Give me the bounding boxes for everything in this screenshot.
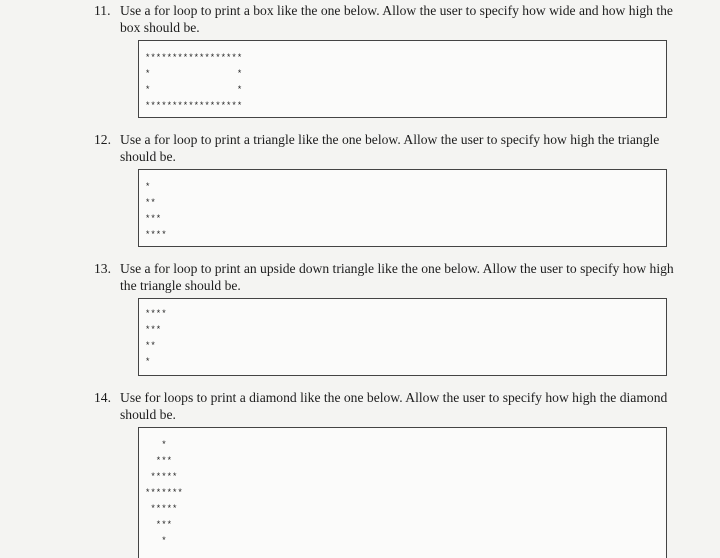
pattern-row: ******* (145, 488, 183, 498)
exercise-13-output-box (138, 298, 667, 376)
exercise-12-number: 12. (94, 132, 111, 147)
exercise-12 (94, 131, 674, 240)
exercise-11-number: 11. (94, 3, 111, 18)
triangle-pattern (145, 182, 177, 242)
exercise-14-number: 14. (94, 390, 111, 405)
pattern-row: ****************** (145, 53, 243, 63)
pattern-row: *** (145, 214, 162, 224)
pattern-row: ****************** (145, 101, 243, 111)
pattern-row: * (145, 182, 151, 192)
pattern-row: * * (145, 85, 243, 95)
pattern-row: * (145, 440, 167, 450)
exercise-13-number: 13. (94, 261, 111, 276)
pattern-row: **** (145, 309, 167, 319)
exercise-14-output-box (138, 427, 667, 558)
exercise-12-prompt (94, 131, 674, 165)
pattern-row: ***** (145, 504, 178, 514)
exercise-11 (94, 2, 674, 111)
exercise-14-text: Use for loops to print a diamond like the one below. Allow the user to specify how high the diamond should be. (120, 390, 668, 422)
exercise-12-output-box (138, 169, 667, 247)
exercise-13-prompt (94, 260, 674, 294)
exercise-11-prompt (94, 2, 674, 36)
pattern-row: *** (145, 456, 173, 466)
exercise-14 (94, 389, 674, 546)
box-pattern (145, 53, 243, 113)
pattern-row: ** (145, 341, 156, 351)
exercise-11-text: Use a for loop to print a box like the one below. Allow the user to specify how wide and how high the box should be. (120, 3, 673, 35)
pattern-row: **** (145, 230, 167, 240)
pattern-row: *** (145, 325, 162, 335)
pattern-row: *** (145, 520, 173, 530)
exercise-13 (94, 260, 674, 367)
pattern-row: * * (145, 69, 243, 79)
upside-down-triangle-pattern (145, 309, 177, 369)
exercise-13-text: Use a for loop to print an upside down triangle like the one below. Allow the user to specify how high the triangle should be. (120, 261, 674, 293)
pattern-row: ***** (145, 472, 178, 482)
exercise-12-text: Use a for loop to print a triangle like the one below. Allow the user to specify how high the triangle should be. (120, 132, 660, 164)
diamond-pattern (145, 440, 183, 546)
exercise-14-prompt (94, 389, 674, 423)
exercise-11-output-box (138, 40, 667, 118)
pattern-row: ** (145, 198, 156, 208)
pattern-row: * (145, 536, 167, 546)
pattern-row: * (145, 357, 151, 367)
